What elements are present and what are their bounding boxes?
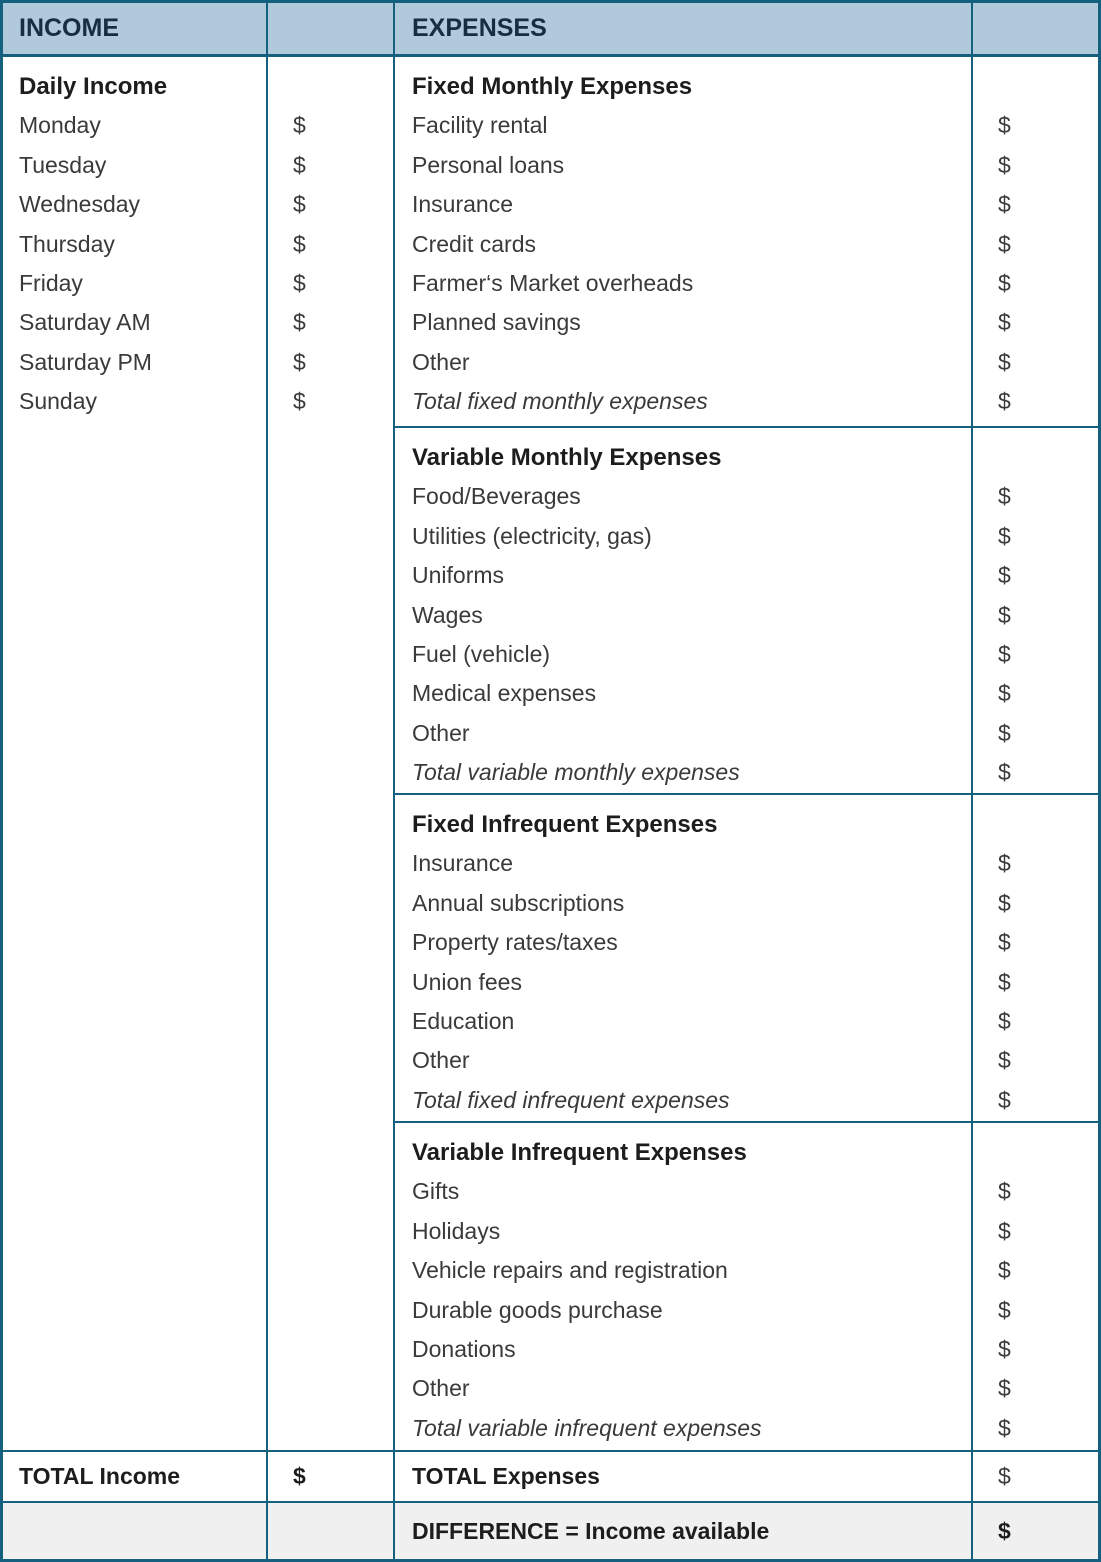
- income-amount-cell: $: [293, 309, 306, 336]
- expense-item-label: Other: [412, 1375, 470, 1402]
- expense-item-label: Food/Beverages: [412, 483, 581, 510]
- expense-item-label: Property rates/taxes: [412, 929, 618, 956]
- income-amount-cell: $: [293, 112, 306, 139]
- expense-section-4: [395, 1123, 973, 1452]
- expense-total-amount-cell: $: [998, 388, 1011, 415]
- income-day-label: Sunday: [19, 388, 98, 415]
- expense-section-title: Variable Infrequent Expenses: [412, 1139, 747, 1166]
- income-day-label: Saturday PM: [19, 348, 152, 375]
- expense-amount-cell: $: [998, 1296, 1011, 1323]
- expense-section-title: Fixed Infrequent Expenses: [412, 811, 718, 838]
- income-section-title: Daily Income: [19, 73, 168, 100]
- expense-amount-cell: $: [998, 112, 1011, 139]
- expense-amount-cell: $: [998, 1008, 1011, 1035]
- expense-section-4-amounts: [973, 1123, 1098, 1452]
- expense-section-title: Fixed Monthly Expenses: [412, 73, 693, 100]
- expense-amounts-spacer: [998, 67, 1098, 106]
- expense-section-2: [395, 428, 973, 795]
- expense-section-1-amounts: [973, 57, 1098, 428]
- expense-item-label: Wages: [412, 601, 483, 628]
- expense-amount-cell: $: [998, 968, 1011, 995]
- income-day-label: Thursday: [19, 230, 115, 257]
- expense-item-label: Uniforms: [412, 562, 505, 589]
- income-day-label: Tuesday: [19, 151, 107, 178]
- difference-amount-cell: $: [973, 1503, 1098, 1559]
- expenses-column-header: EXPENSES: [395, 3, 973, 54]
- expense-amount-cell: $: [998, 1178, 1011, 1205]
- total-expenses-label: TOTAL Expenses: [395, 1452, 973, 1503]
- total-expenses-amount-cell: $: [973, 1452, 1098, 1503]
- expense-item-label: Farmer‘s Market overheads: [412, 270, 694, 297]
- expense-amount-cell: $: [998, 1257, 1011, 1284]
- income-amount-cell: $: [293, 348, 306, 375]
- income-amount-cell: $: [293, 230, 306, 257]
- income-day-label: Wednesday: [19, 191, 141, 218]
- expense-amount-cell: $: [998, 889, 1011, 916]
- expense-item-label: Education: [412, 1008, 515, 1035]
- expense-amount-cell: $: [998, 641, 1011, 668]
- expense-item-label: Utilities (electricity, gas): [412, 522, 652, 549]
- income-day-label: Friday: [19, 270, 83, 297]
- expense-section-title: Variable Monthly Expenses: [412, 444, 722, 471]
- income-amount-cell: $: [293, 151, 306, 178]
- expense-item-label: Gifts: [412, 1178, 460, 1205]
- difference-row: [3, 1503, 1098, 1559]
- expense-amounts-spacer: [998, 1133, 1098, 1172]
- income-column-header: INCOME: [3, 3, 268, 54]
- expense-amount-cell: $: [998, 601, 1011, 628]
- expense-amount-cell: $: [998, 1375, 1011, 1402]
- expense-amount-cell: $: [998, 929, 1011, 956]
- expense-item-label: Other: [412, 348, 470, 375]
- expense-amount-cell: $: [998, 230, 1011, 257]
- expense-amount-cell: $: [998, 1336, 1011, 1363]
- expense-amount-cell: $: [998, 191, 1011, 218]
- expense-item-label: Insurance: [412, 850, 514, 877]
- income-amount-cell: $: [293, 270, 306, 297]
- expense-amount-cell: $: [998, 1047, 1011, 1074]
- expense-amount-cell: $: [998, 522, 1011, 549]
- expense-total-amount-cell: $: [998, 1414, 1011, 1441]
- expense-section-2-amounts: [973, 428, 1098, 795]
- worksheet-body: [3, 57, 1098, 1452]
- expense-item-label: Personal loans: [412, 151, 565, 178]
- expense-item-label: Insurance: [412, 191, 514, 218]
- expense-section-3-amounts: [973, 795, 1098, 1123]
- expense-total-amount-cell: $: [998, 759, 1011, 786]
- income-amounts-column: [268, 57, 395, 1452]
- expense-amount-cell: $: [998, 348, 1011, 375]
- expense-amount-cell: $: [998, 309, 1011, 336]
- expense-total-amount-cell: $: [998, 1086, 1011, 1113]
- expense-section-total-label: Total fixed infrequent expenses: [412, 1086, 730, 1113]
- difference-income-amount-spacer-cell: [268, 1503, 395, 1559]
- expense-item-label: Donations: [412, 1336, 516, 1363]
- expense-item-label: Fuel (vehicle): [412, 641, 551, 668]
- income-day-label: Saturday AM: [19, 309, 151, 336]
- expense-amounts-spacer: [998, 805, 1098, 844]
- difference-label: DIFFERENCE = Income available: [395, 1503, 973, 1559]
- expense-amount-cell: $: [998, 1217, 1011, 1244]
- expense-item-label: Union fees: [412, 968, 522, 995]
- expense-section-3: [395, 795, 973, 1123]
- expenses-amount-column-header: [973, 3, 1098, 54]
- income-amount-cell: $: [293, 388, 306, 415]
- expense-amount-cell: $: [998, 680, 1011, 707]
- expense-amount-cell: $: [998, 151, 1011, 178]
- expense-amounts-spacer: [998, 438, 1098, 477]
- expense-item-label: Annual subscriptions: [412, 889, 625, 916]
- expense-item-label: Planned savings: [412, 309, 581, 336]
- expense-section-total-label: Total variable infrequent expenses: [412, 1414, 762, 1441]
- total-income-amount-cell: $: [268, 1452, 395, 1503]
- expense-amount-cell: $: [998, 270, 1011, 297]
- expense-amount-cell: $: [998, 850, 1011, 877]
- expense-amount-cell: $: [998, 483, 1011, 510]
- expense-item-label: Medical expenses: [412, 680, 597, 707]
- table-header-row: [3, 3, 1098, 57]
- expense-item-label: Vehicle repairs and registration: [412, 1257, 728, 1284]
- expense-amount-cell: $: [998, 719, 1011, 746]
- expense-amount-cell: $: [998, 562, 1011, 589]
- income-amount-column-header: [268, 3, 395, 54]
- total-income-label: TOTAL Income: [3, 1452, 268, 1503]
- expense-item-label: Durable goods purchase: [412, 1296, 663, 1323]
- expense-section-1: [395, 57, 973, 428]
- income-day-label: Monday: [19, 112, 101, 139]
- expense-section-total-label: Total fixed monthly expenses: [412, 388, 708, 415]
- expense-item-label: Facility rental: [412, 112, 548, 139]
- expense-item-label: Other: [412, 1047, 470, 1074]
- income-amounts-spacer: [293, 67, 393, 106]
- expense-item-label: Other: [412, 719, 470, 746]
- expense-item-label: Holidays: [412, 1217, 501, 1244]
- income-section: [3, 57, 268, 1452]
- totals-row: [3, 1452, 1098, 1503]
- expense-item-label: Credit cards: [412, 230, 536, 257]
- expense-section-total-label: Total variable monthly expenses: [412, 759, 740, 786]
- difference-income-spacer-cell: [3, 1503, 268, 1559]
- income-amount-cell: $: [293, 191, 306, 218]
